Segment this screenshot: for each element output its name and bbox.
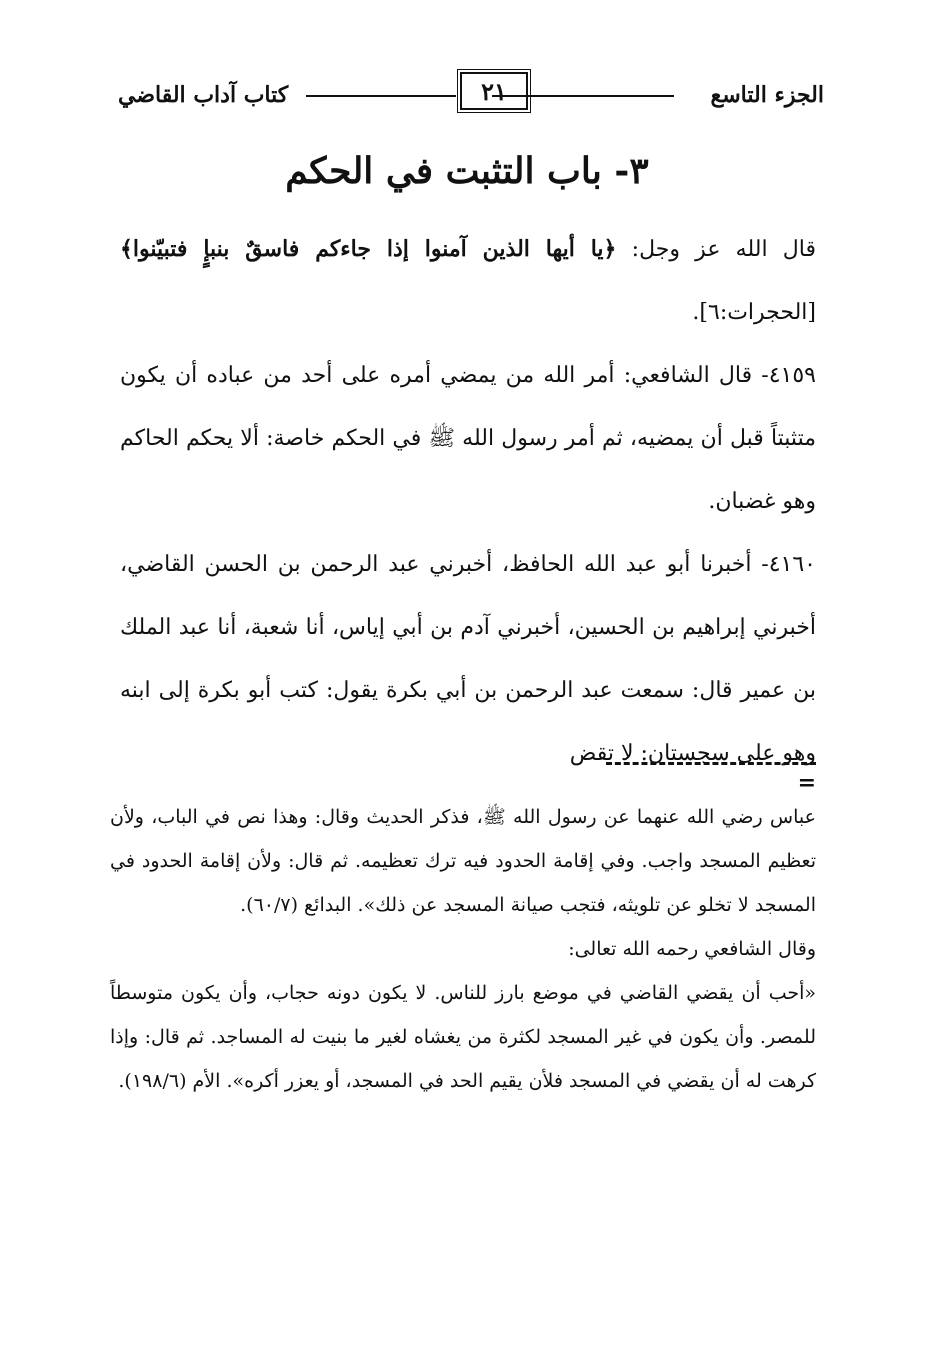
continuation-mark: =	[797, 770, 816, 796]
book-title: كتاب آداب القاضي	[118, 82, 289, 108]
footnote-continuation: عباس رضي الله عنهما عن رسول الله ﷺ، فذكر الحديث وقال: وهذا نص في الباب، ولأن تعظيم المسجد واجب. وفي إقامة الحدود فيه ترك تعظيمه. ثم قال: ولأن إقامة الحدود في المسجد لا تخلو عن تلويثه، فتجب صيانة المسجد عن ذلك». البدائع (٦٠/٧).	[110, 806, 816, 916]
footnotes	[110, 795, 816, 1103]
main-text	[120, 218, 816, 785]
footnote-separator	[110, 762, 816, 796]
narration-4159: ٤١٥٩- قال الشافعي: أمر الله من يمضي أمره على أحد من عباده أن يكون متثبتاً قبل أن يمضيه، ثم أمر رسول الله ﷺ في الحكم خاصة: ألا يحكم الحاكم وهو غضبان.	[120, 363, 816, 514]
running-header	[118, 72, 824, 120]
part-label: الجزء التاسع	[710, 82, 824, 108]
quran-reference: [الحجرات:٦].	[692, 300, 816, 325]
quran-citation	[120, 218, 816, 344]
separator-rule	[606, 762, 816, 765]
quran-verse: ﴿يا أيها الذين آمنوا إذا جاءكم فاسقٌ بنبإٍ فتبيّنوا﴾	[120, 236, 617, 262]
footnote-shafii-intro: وقال الشافعي رحمه الله تعالى:	[568, 938, 816, 960]
quran-intro: قال الله عز وجل:	[616, 237, 816, 262]
narration-4160: ٤١٦٠- أخبرنا أبو عبد الله الحافظ، أخبرني عبد الرحمن بن الحسن القاضي، أخبرني إبراهيم بن الحسين، أخبرني آدم بن أبي إياس، أنا شعبة، أنا عبد الملك بن عمير قال: سمعت عبد الرحمن بن أبي بكرة يقول: كتب أبو بكرة إلى ابنه وهو على سجستان: لا تقض	[120, 552, 816, 766]
page-number: ٢١	[460, 72, 528, 110]
chapter-title: ٣- باب التثبت في الحكم	[285, 150, 649, 192]
header-rule-left	[306, 95, 456, 97]
footnote-shafii-quote: «أحب أن يقضي القاضي في موضع بارز للناس. لا يكون دونه حجاب، وأن يكون متوسطاً للمصر. وأن يكون في غير المسجد لكثرة من يغشاه لغير ما بنيت له المساجد. ثم قال: وإذا كرهت له أن يقضي في المسجد فلأن يقيم الحد في المسجد، أو يعزر أكره». الأم (١٩٨/٦).	[110, 982, 816, 1092]
